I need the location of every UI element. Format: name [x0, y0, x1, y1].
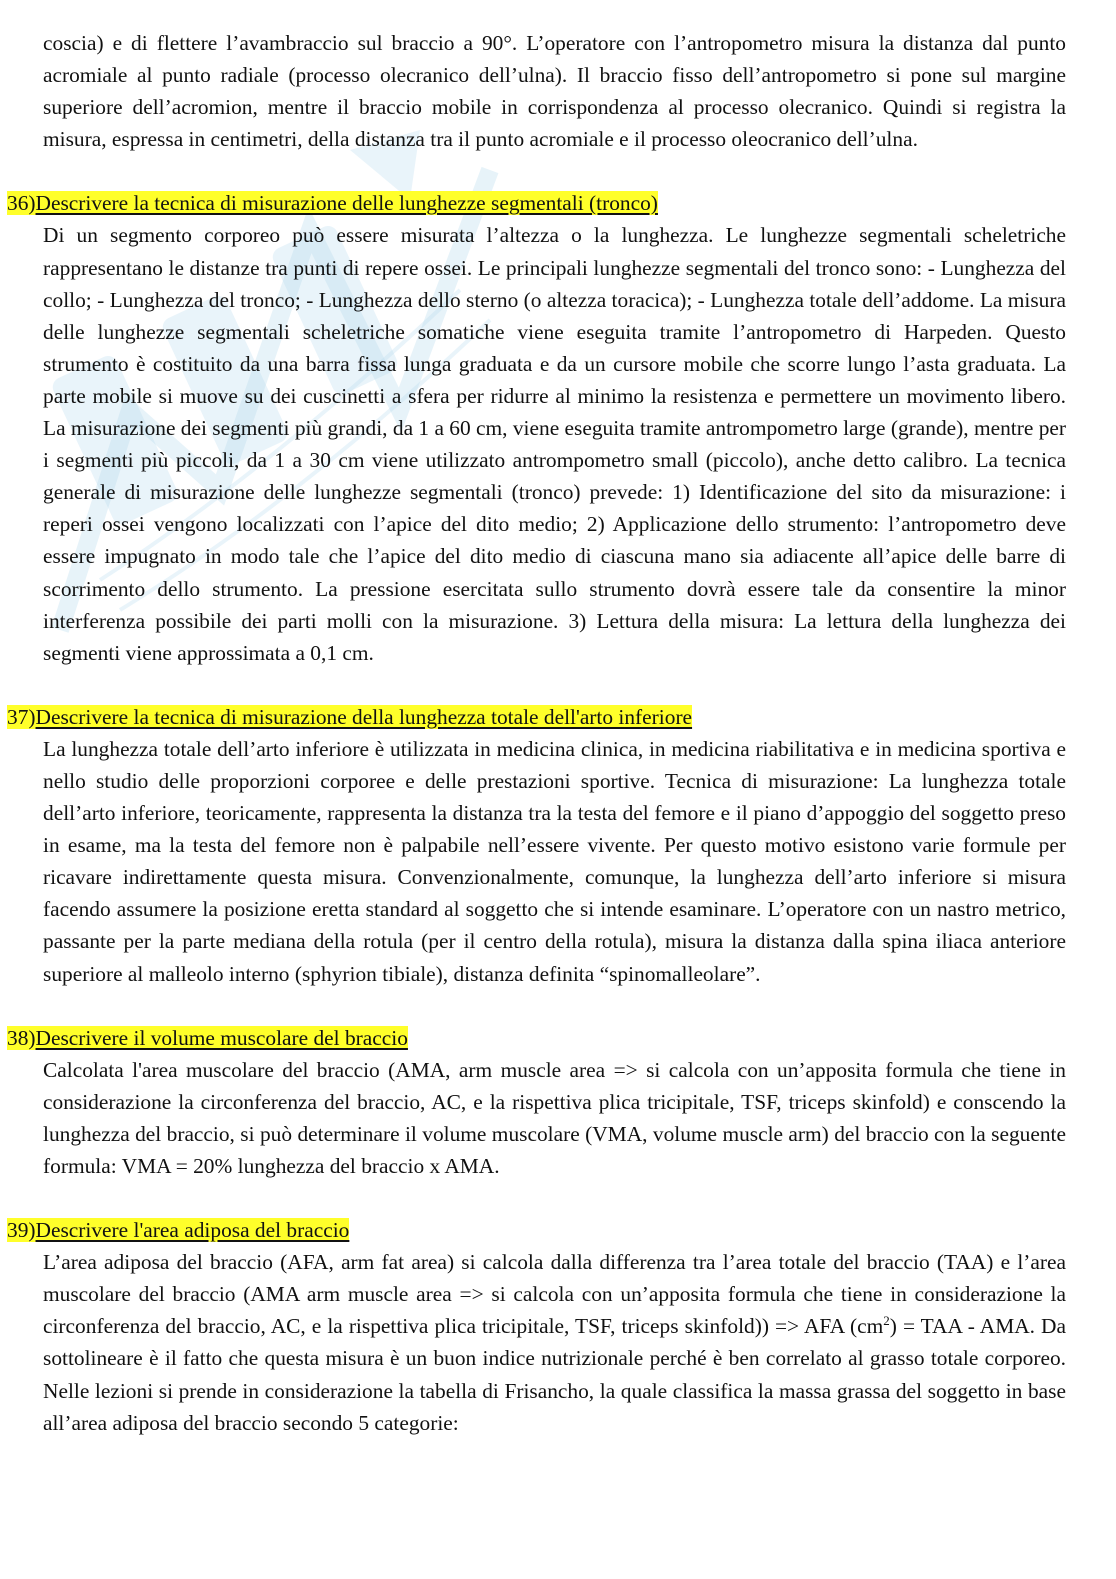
section-heading	[7, 1022, 1030, 1054]
section-heading	[7, 1214, 1030, 1246]
section-heading	[7, 187, 1030, 219]
section-gap	[43, 1182, 1066, 1214]
section-body: Calcolata l'area muscolare del braccio (AMA, arm muscle area => si calcola con un’apposita formula che tiene in considerazione la circonferenza del braccio, AC, e la rispettiva plica tricipitale, TSF, triceps skinfold) e conscendo la lunghezza del braccio, si può determinare il volume muscolare (VMA, volume muscle arm) del braccio con la seguente formula: VMA = 20% lunghezza del braccio x AMA.	[43, 1057, 1066, 1178]
section-title: Descrivere la tecnica di misurazione delle lunghezze segmentali (tronco)	[35, 191, 658, 216]
section-number: 38)	[7, 1025, 36, 1050]
section-number: 39)	[7, 1218, 36, 1243]
section-title: Descrivere l'area adiposa del braccio	[35, 1218, 350, 1243]
section-gap	[43, 990, 1066, 1022]
section-39	[7, 1214, 1066, 1439]
body-text-part: ) = TAA - AMA. Da sottolineare è il fatto che questa misura è un buon indice nutrizionale perché è ben correlato al grasso totale corporeo. Nelle lezioni si prende in considerazione la tabella di Frisancho, la quale classifica la massa grassa del soggetto in base all’area adiposa del braccio secondo 5 categorie:	[43, 1314, 1066, 1435]
superscript: 2	[883, 1313, 890, 1329]
intro-paragraph: coscia) e di flettere l’avambraccio sul braccio a 90°. L’operatore con l’antropometro misura la distanza dal punto acromiale al punto radiale (processo olecranico dell’ulna). Il braccio fisso dell’antropometro si pone sul margine superiore dell’acromion, mentre il braccio mobile in corrispondenza al processo olecranico. Quindi si registra la misura, espressa in centimetri, della distanza tra il punto acromiale e il processo oleocranico dell’ulna.	[43, 31, 1066, 152]
section-body: Di un segmento corporeo può essere misurata l’altezza o la lunghezza. Le lunghezze segmentali scheletriche rappresentano le distanze tra punti di repere ossei. Le principali lunghezze segmentali del tronco sono: - Lunghezza del collo; - Lunghezza del tronco; - Lunghezza dello sterno (o altezza toracica); - Lunghezza totale dell’addome. La misura delle lunghezze segmentali scheletriche somatiche viene eseguita tramite l’antropometro di Harpeden. Questo strumento è costituito da una barra fissa lunga graduata e da un cursore mobile che scorre lungo l’asta graduata. La parte mobile si muove su dei cuscinetti a sfera per ridurre al minimo la resistenza e permettere un movimento libero. La misurazione dei segmenti più grandi, da 1 a 60 cm, viene eseguita tramite antrompometro large (grande), mentre per i segmenti più piccoli, da 1 a 30 cm viene utilizzato antrompometro small (piccolo), anche detto calibro. La tecnica generale di misurazione delle lunghezze segmentali (tronco) prevede: 1) Identificazione del sito da misurazione: i reperi ossei vengono localizzati con l’apice del dito medio; 2) Applicazione dello strumento: l’antropometro deve essere impugnato in modo tale che l’apice del dito medio di ciascuna mano sia adiacente all’apice delle barre di scorrimento dello strumento. La pressione esercitata sullo strumento dovrà essere tale da consentire la minor interferenza possibile dei parti molli con la misurazione. 3) Lettura della misura: La lettura della lunghezza dei segmenti viene approssimata a 0,1 cm.	[43, 223, 1067, 665]
document-content	[7, 27, 1067, 1439]
section-38	[7, 1022, 1066, 1182]
section-title: Descrivere la tecnica di misurazione della lunghezza totale dell'arto inferiore	[35, 704, 693, 729]
body-text-part: L’area adiposa del braccio (AFA, arm fat area) si calcola dalla differenza tra l’area totale del braccio (TAA) e l’area muscolare del braccio (AMA arm muscle area => si calcola con un’apposita formula che tiene in considerazione la circonferenza del braccio, AC, e la rispettiva plica tricipitale, TSF, triceps skinfold)) => AFA (cm	[43, 1250, 1066, 1339]
section-number: 37)	[7, 704, 36, 729]
section-title: Descrivere il volume muscolare del braccio	[35, 1025, 408, 1050]
section-body	[43, 1246, 1066, 1439]
section-37	[7, 701, 1066, 990]
section-number: 36)	[7, 191, 36, 216]
section-body: La lunghezza totale dell’arto inferiore è utilizzata in medicina clinica, in medicina riabilitativa e in medicina sportiva e nello studio delle proporzioni corporee e delle prestazioni sportive. Tecnica di misurazione: La lunghezza totale dell’arto inferiore, teoricamente, rappresenta la distanza tra la testa del femore e il piano d’appoggio del soggetto preso in esame, ma la testa del femore non è palpabile nell’essere vivente. Per questo motivo esistono varie formule per ricavare indirettamente questa misura. Convenzionalmente, comunque, la lunghezza dell’arto inferiore si misura facendo assumere la posizione eretta standard al soggetto che si intende esaminare. L’operatore con un nastro metrico, passante per la parte mediana della rotula (per il centro della rotula), misura la distanza dalla spina iliaca anteriore superiore al malleolo interno (sphyrion tibiale), distanza definita “spinomalleolare”.	[43, 736, 1066, 986]
section-gap	[43, 669, 1066, 701]
section-36	[7, 187, 1067, 668]
section-heading	[7, 701, 1030, 733]
section-gap	[43, 155, 1066, 187]
